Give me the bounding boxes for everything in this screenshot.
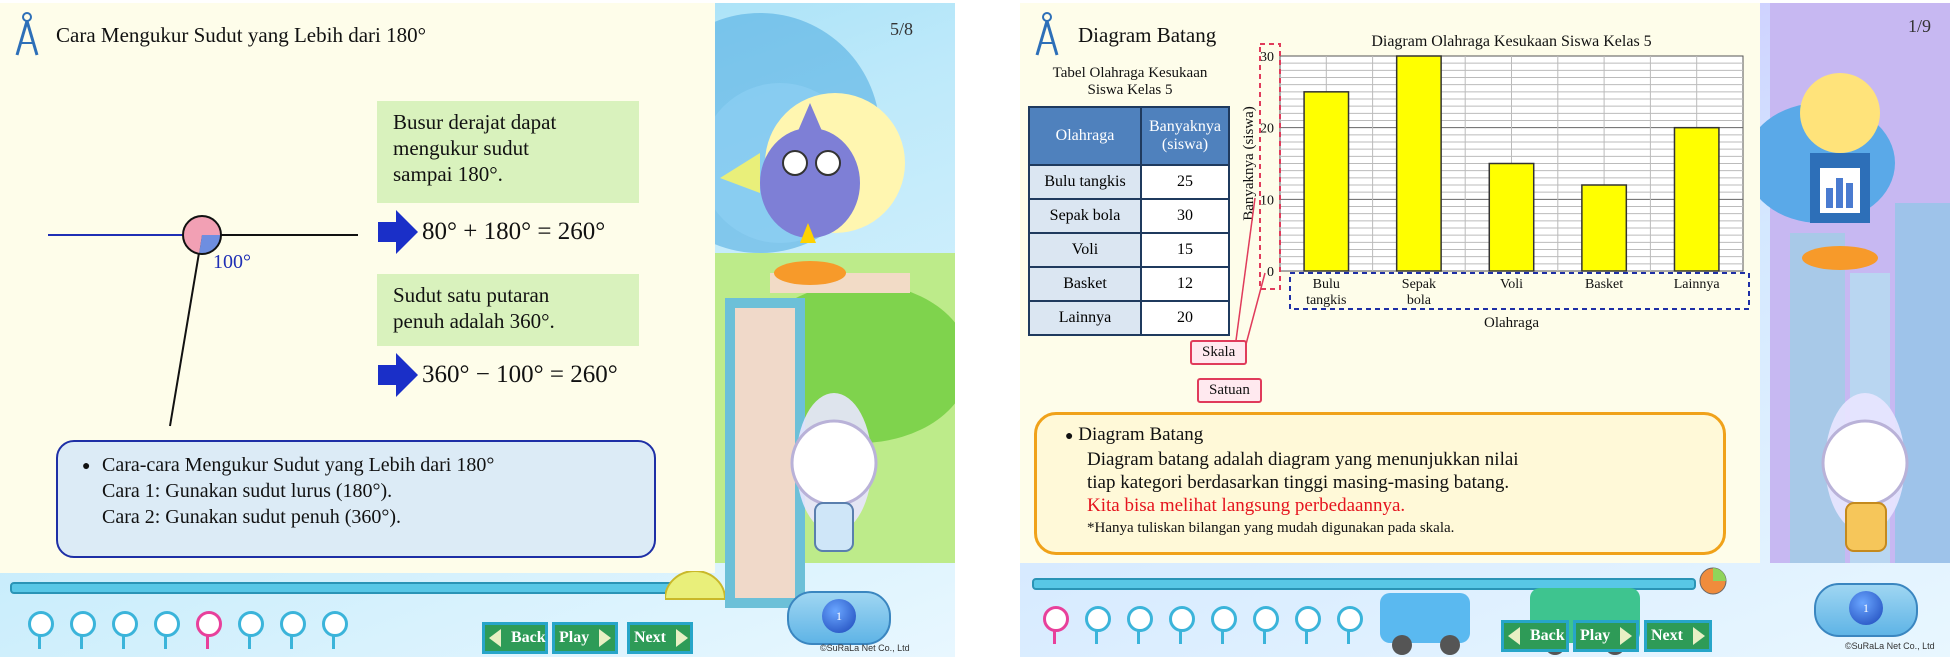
- playback-knob-icon[interactable]: 1: [1849, 591, 1883, 625]
- table-cell: 30: [1141, 199, 1229, 233]
- copyright: ©SuRaLa Net Co., Ltd: [1845, 641, 1935, 651]
- table-cell: Sepak bola: [1029, 199, 1141, 233]
- note-line: sampai 180°.: [393, 162, 503, 186]
- arrow-left-icon: [1508, 627, 1520, 645]
- next-button[interactable]: [627, 622, 693, 654]
- chapter-dot-8[interactable]: [322, 611, 348, 637]
- summary-line-2: Cara 2: Gunakan sudut penuh (360°).: [102, 506, 402, 528]
- next-button[interactable]: [1644, 620, 1712, 652]
- x-tick-label: tangkis: [1306, 293, 1347, 308]
- info-heading: [1065, 423, 1695, 448]
- x-tick-label: Bulu: [1312, 277, 1340, 292]
- next-label: Next: [1651, 627, 1683, 644]
- bar-bulu-tangkis: [1304, 92, 1348, 271]
- note-line: mengukur sudut: [393, 136, 529, 160]
- arrow-right-icon: [676, 629, 688, 647]
- table-header: Banyaknya (siswa): [1141, 107, 1229, 165]
- scale-highlight: [1260, 44, 1280, 289]
- play-button[interactable]: [552, 622, 618, 654]
- x-tick-label: Voli: [1499, 277, 1524, 292]
- back-label: Back: [1530, 627, 1565, 644]
- chapter-dot-2[interactable]: [1085, 606, 1111, 632]
- back-button[interactable]: [482, 622, 548, 654]
- arrow-right-icon: [1693, 627, 1705, 645]
- arrow-left-icon: [489, 629, 501, 647]
- y-tick-label: 10: [1260, 193, 1274, 209]
- table-row: [1029, 301, 1229, 335]
- chapter-dot-6[interactable]: [238, 611, 264, 637]
- arrow-right-icon: [378, 353, 418, 397]
- table-row: [1029, 199, 1229, 233]
- summary-line-1: Cara 1: Gunakan sudut lurus (180°).: [102, 480, 393, 502]
- info-box: [1034, 412, 1726, 555]
- compass-icon: [1034, 11, 1060, 57]
- chapter-dot-3[interactable]: [1127, 606, 1153, 632]
- play-button[interactable]: [1573, 620, 1639, 652]
- bar-sepak-bola: [1397, 56, 1441, 271]
- page-number: 1/9: [1908, 16, 1932, 36]
- page-title: Diagram Batang: [1078, 23, 1217, 47]
- info-highlight: Kita bisa melihat langsung perbedaannya.: [1087, 495, 1406, 516]
- chapter-dot-4[interactable]: [1169, 606, 1195, 632]
- equation-text: 360° − 100° = 260°: [422, 361, 618, 388]
- bar-basket: [1582, 185, 1626, 271]
- compass-icon: [14, 11, 40, 57]
- note-line: Sudut satu putaran: [393, 283, 550, 307]
- back-button[interactable]: [1501, 620, 1569, 652]
- table-header: Olahraga: [1029, 107, 1141, 165]
- x-tick-label: bola: [1406, 293, 1431, 308]
- summary-heading: ● Cara-cara Mengukur Sudut yang Lebih dari 180°: [88, 452, 624, 478]
- chapter-dot-2[interactable]: [70, 611, 96, 637]
- info-note: *Hanya tuliskan bilangan yang mudah digunakan pada skala.: [1087, 520, 1455, 536]
- copyright: ©SuRaLa Net Co., Ltd: [820, 643, 910, 653]
- table-cell: Voli: [1029, 233, 1141, 267]
- x-axis-label: Olahraga: [1484, 315, 1539, 331]
- chapter-dot-1[interactable]: [1043, 606, 1069, 632]
- chapter-dot-7[interactable]: [280, 611, 306, 637]
- back-label: Back: [511, 629, 546, 646]
- data-table: [1028, 106, 1230, 336]
- page-title: Cara Mengukur Sudut yang Lebih dari 180°: [56, 23, 426, 47]
- chapter-dot-3[interactable]: [112, 611, 138, 637]
- play-label: Play: [559, 629, 590, 646]
- angle-figure: [40, 193, 370, 433]
- x-tick-label: Lainnya: [1673, 277, 1720, 292]
- x-tick-label: Basket: [1585, 277, 1624, 292]
- equation-text: 80° + 180° = 260°: [422, 218, 606, 245]
- chapter-dot-6[interactable]: [1253, 606, 1279, 632]
- x-tick-label: Sepak: [1401, 277, 1437, 292]
- bar-chart: [1225, 28, 1755, 398]
- play-icon: [1620, 627, 1632, 645]
- full-turn-note-box: [377, 274, 639, 346]
- chapter-dot-7[interactable]: [1295, 606, 1321, 632]
- table-row: [1029, 267, 1229, 301]
- playback-control[interactable]: [787, 591, 891, 645]
- y-axis-label: Banyaknya (siswa): [1241, 106, 1257, 221]
- chapter-dot-4[interactable]: [154, 611, 180, 637]
- y-tick-label: 0: [1267, 265, 1274, 280]
- chapter-dot-5[interactable]: [196, 611, 222, 637]
- arrow-right-icon: [378, 210, 418, 254]
- fan-icon: [665, 571, 725, 601]
- table-header-row: [1029, 107, 1229, 165]
- play-label: Play: [1580, 627, 1611, 644]
- table-cell: 25: [1141, 165, 1229, 199]
- chapter-dot-1[interactable]: [28, 611, 54, 637]
- table-caption-line: Siswa Kelas 5: [1087, 82, 1173, 98]
- table-row: [1029, 233, 1229, 267]
- protractor-note-box: [377, 101, 639, 203]
- chart-title: Diagram Olahraga Kesukaan Siswa Kelas 5: [1371, 33, 1652, 50]
- pie-progress-icon: [1698, 566, 1728, 596]
- table-cell: 12: [1141, 267, 1229, 301]
- play-icon: [599, 629, 611, 647]
- table-cell: Lainnya: [1029, 301, 1141, 335]
- scale-callout: Skala: [1190, 340, 1247, 365]
- next-label: Next: [634, 629, 666, 646]
- angle-label: 100°: [213, 251, 251, 273]
- page-number: 5/8: [890, 19, 914, 39]
- bar-voli: [1489, 164, 1533, 272]
- table-row: [1029, 165, 1229, 199]
- note-line: Busur derajat dapat: [393, 110, 557, 134]
- lesson-screen-right: [1020, 3, 1950, 657]
- lesson-screen-left: [0, 3, 955, 657]
- note-line: penuh adalah 360°.: [393, 309, 555, 333]
- info-line-1: Diagram batang adalah diagram yang menunjukkan nilai: [1087, 449, 1519, 470]
- table-caption: [1030, 65, 1230, 99]
- summary-box: [56, 440, 656, 558]
- unit-callout: Satuan: [1197, 378, 1262, 403]
- table-caption-line: Tabel Olahraga Kesukaan: [1052, 65, 1208, 81]
- info-heading-text: Diagram Batang: [1078, 424, 1204, 445]
- table-cell: 20: [1141, 301, 1229, 335]
- chapter-dot-5[interactable]: [1211, 606, 1237, 632]
- equation-1: [378, 210, 605, 254]
- bullet: ●: [1065, 429, 1074, 444]
- table-cell: Basket: [1029, 267, 1141, 301]
- bar-lainnya: [1674, 128, 1718, 271]
- y-tick-label: 20: [1260, 121, 1274, 137]
- table-cell: 15: [1141, 233, 1229, 267]
- progress-track: [10, 582, 674, 594]
- table-cell: Bulu tangkis: [1029, 165, 1141, 199]
- playback-knob-icon[interactable]: 1: [822, 599, 856, 633]
- info-line-2: tiap kategori berdasarkan tinggi masing-masing batang.: [1087, 472, 1510, 493]
- y-tick-label: 30: [1260, 50, 1274, 65]
- equation-2: [378, 353, 618, 397]
- chapter-dot-8[interactable]: [1337, 606, 1363, 632]
- playback-control[interactable]: [1814, 583, 1918, 637]
- scale-callout-pointer: [1245, 273, 1265, 348]
